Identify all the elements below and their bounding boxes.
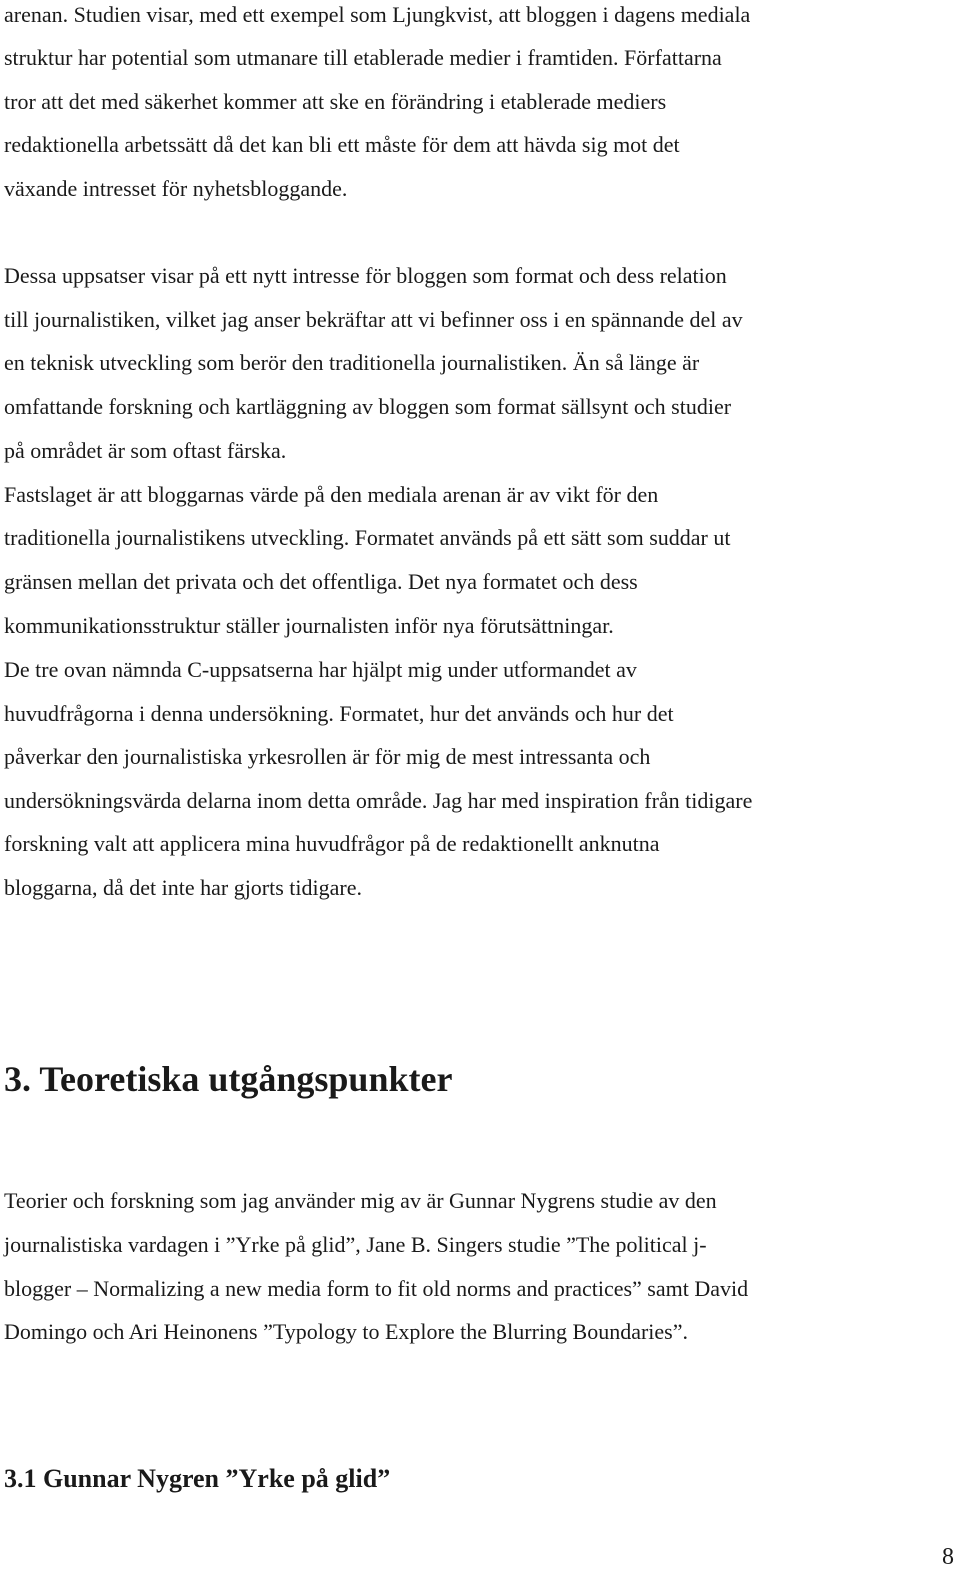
text-line: Teorier och forskning som jag använder mig av är Gunnar Nygrens studie av den xyxy=(4,1188,717,1213)
text-line: struktur har potential som utmanare till etablerade medier i framtiden. Författarna xyxy=(4,45,722,70)
section-heading: 3. Teoretiska utgångspunkter xyxy=(4,1059,453,1099)
text-line: redaktionella arbetssätt då det kan bli ett måste för dem att hävda sig mot det xyxy=(4,132,680,157)
text-line: omfattande forskning och kartläggning av bloggen som format sällsynt och studier xyxy=(4,394,732,419)
text-line: gränsen mellan det privata och det offentliga. Det nya formatet och dess xyxy=(4,569,638,594)
text-line: växande intresset för nyhetsbloggande. xyxy=(4,176,348,201)
text-line: huvudfrågorna i denna undersökning. Formatet, hur det används och hur det xyxy=(4,701,674,726)
text-line: på området är som oftast färska. xyxy=(4,438,287,463)
text-line: arenan. Studien visar, med ett exempel som Ljungkvist, att bloggen i dagens mediala xyxy=(4,2,751,27)
text-line: kommunikationsstruktur ställer journalisten inför nya förutsättningar. xyxy=(4,613,614,638)
subsection-heading: 3.1 Gunnar Nygren ”Yrke på glid” xyxy=(4,1464,391,1493)
text-line: forskning valt att applicera mina huvudfrågor på de redaktionellt anknutna xyxy=(4,831,660,856)
text-line: Fastslaget är att bloggarnas värde på den mediala arenan är av vikt för den xyxy=(4,482,659,507)
text-line: De tre ovan nämnda C-uppsatserna har hjälpt mig under utformandet av xyxy=(4,657,637,682)
text-line: traditionella journalistikens utveckling. Formatet används på ett sätt som suddar ut xyxy=(4,525,731,550)
text-line: blogger – Normalizing a new media form to fit old norms and practices” samt David xyxy=(4,1276,749,1301)
text-line: Dessa uppsatser visar på ett nytt intresse för bloggen som format och dess relation xyxy=(4,263,727,288)
text-line: Domingo och Ari Heinonens ”Typology to Explore the Blurring Boundaries”. xyxy=(4,1319,689,1344)
text-line: undersökningsvärda delarna inom detta område. Jag har med inspiration från tidigare xyxy=(4,788,753,813)
text-line: en teknisk utveckling som berör den traditionella journalistiken. Än så länge är xyxy=(4,350,700,375)
text-line: journalistiska vardagen i ”Yrke på glid”, Jane B. Singers studie ”The political j- xyxy=(4,1232,707,1257)
text-line: till journalistiken, vilket jag anser bekräftar att vi befinner oss i en spännande del av xyxy=(4,307,743,332)
text-line: tror att det med säkerhet kommer att ske en förändring i etablerade mediers xyxy=(4,89,667,114)
text-line: påverkar den journalistiska yrkesrollen är för mig de mest intressanta och xyxy=(4,744,651,769)
text-line: bloggarna, då det inte har gjorts tidigare. xyxy=(4,875,362,900)
page-number: 8 xyxy=(942,1544,954,1570)
